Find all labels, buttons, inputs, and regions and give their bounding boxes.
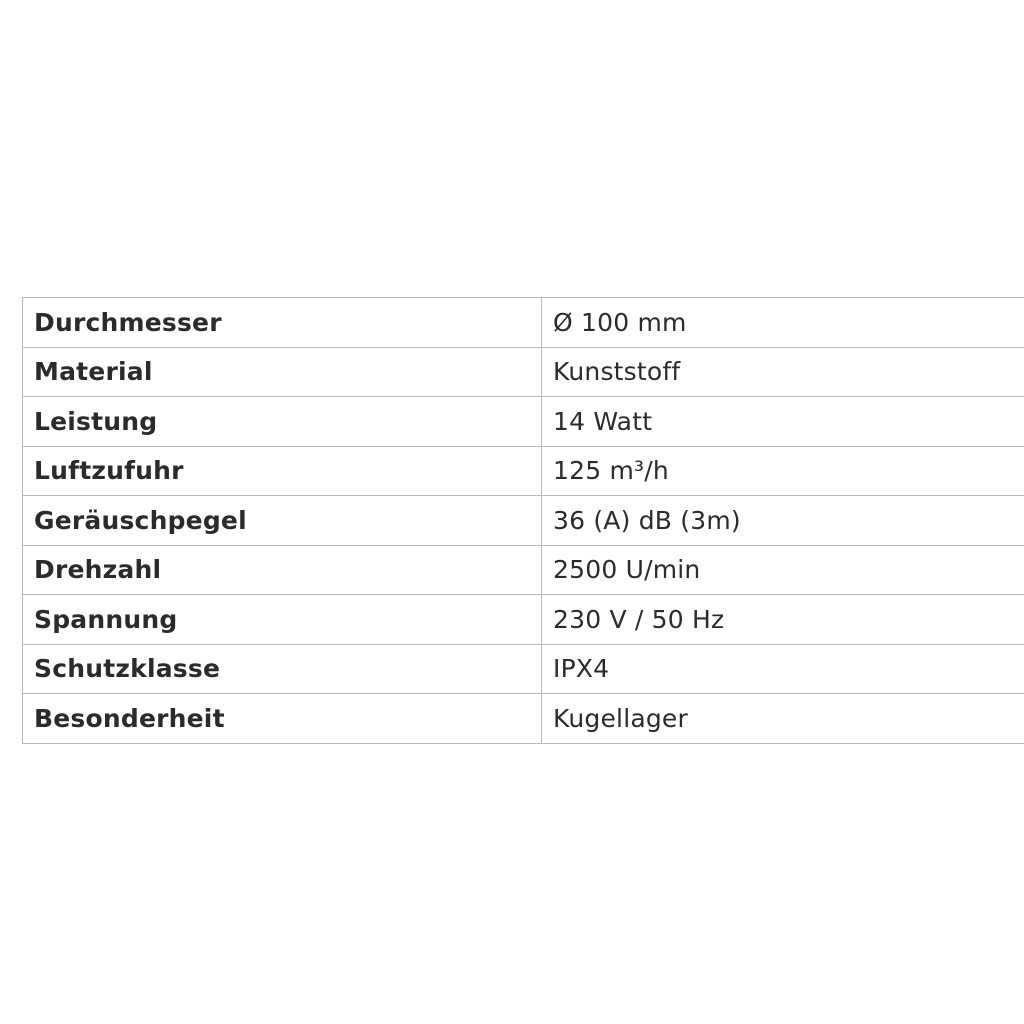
table-row <box>23 446 1024 496</box>
spec-value-schutzklasse: IPX4 <box>542 644 1024 694</box>
spec-label-besonderheit: Besonderheit <box>23 694 542 744</box>
table-row <box>23 347 1024 397</box>
spec-label-material: Material <box>23 347 542 397</box>
specification-table-container <box>22 297 1000 744</box>
spec-value-luftzufuhr: 125 m³/h <box>542 446 1024 496</box>
spec-value-material: Kunststoff <box>542 347 1024 397</box>
table-row <box>23 496 1024 546</box>
table-row <box>23 644 1024 694</box>
table-row <box>23 298 1024 348</box>
spec-label-schutzklasse: Schutzklasse <box>23 644 542 694</box>
table-row <box>23 595 1024 645</box>
spec-value-leistung: 14 Watt <box>542 397 1024 447</box>
table-row <box>23 397 1024 447</box>
specification-table <box>22 297 1024 744</box>
spec-value-spannung: 230 V / 50 Hz <box>542 595 1024 645</box>
specification-table-body <box>23 298 1024 744</box>
spec-label-durchmesser: Durchmesser <box>23 298 542 348</box>
table-row <box>23 545 1024 595</box>
spec-label-leistung: Leistung <box>23 397 542 447</box>
spec-label-spannung: Spannung <box>23 595 542 645</box>
spec-value-besonderheit: Kugellager <box>542 694 1024 744</box>
table-row <box>23 694 1024 744</box>
spec-value-geraeuschpegel: 36 (A) dB (3m) <box>542 496 1024 546</box>
spec-label-geraeuschpegel: Geräuschpegel <box>23 496 542 546</box>
spec-label-drehzahl: Drehzahl <box>23 545 542 595</box>
spec-value-drehzahl: 2500 U/min <box>542 545 1024 595</box>
spec-label-luftzufuhr: Luftzufuhr <box>23 446 542 496</box>
spec-value-durchmesser: Ø 100 mm <box>542 298 1024 348</box>
